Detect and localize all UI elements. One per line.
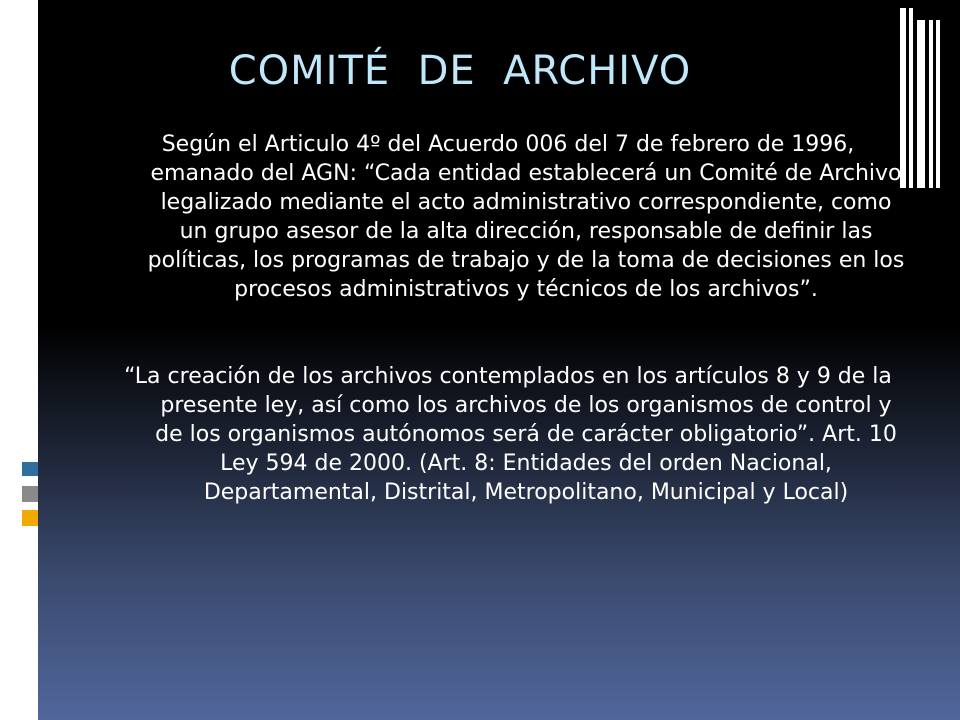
paragraph-ley-594: “La creación de los archivos contemplados en los artículos 8 y 9 de la presente ley, así como los archivos de los organismos de control y de los organismos autónomos será de carácter obligatorio”. Art. 10 Ley 594 de 2000. (Art. 8: Entidades del orden Nacional, Departamental, Distrital, Metropolitano, Municipal y Local) xyxy=(124,364,897,505)
slide-title: COMITÉ DE ARCHIVO xyxy=(228,48,692,94)
color-squares-decoration-left xyxy=(22,462,38,544)
paragraph-acuerdo-006: Según el Articulo 4º del Acuerdo 006 del 7 de febrero de 1996, emanado del AGN: “Cada entidad establecerá un Comité de Archivo legalizado mediante el acto administrativo correspondiente, como un grupo asesor de la alta dirección, responsable de definir las políticas, los programas de trabajo y de la toma de decisiones en los procesos administrativos y técnicos de los archivos”. xyxy=(147,132,905,302)
left-white-band xyxy=(0,0,38,720)
slide-body xyxy=(108,130,908,507)
